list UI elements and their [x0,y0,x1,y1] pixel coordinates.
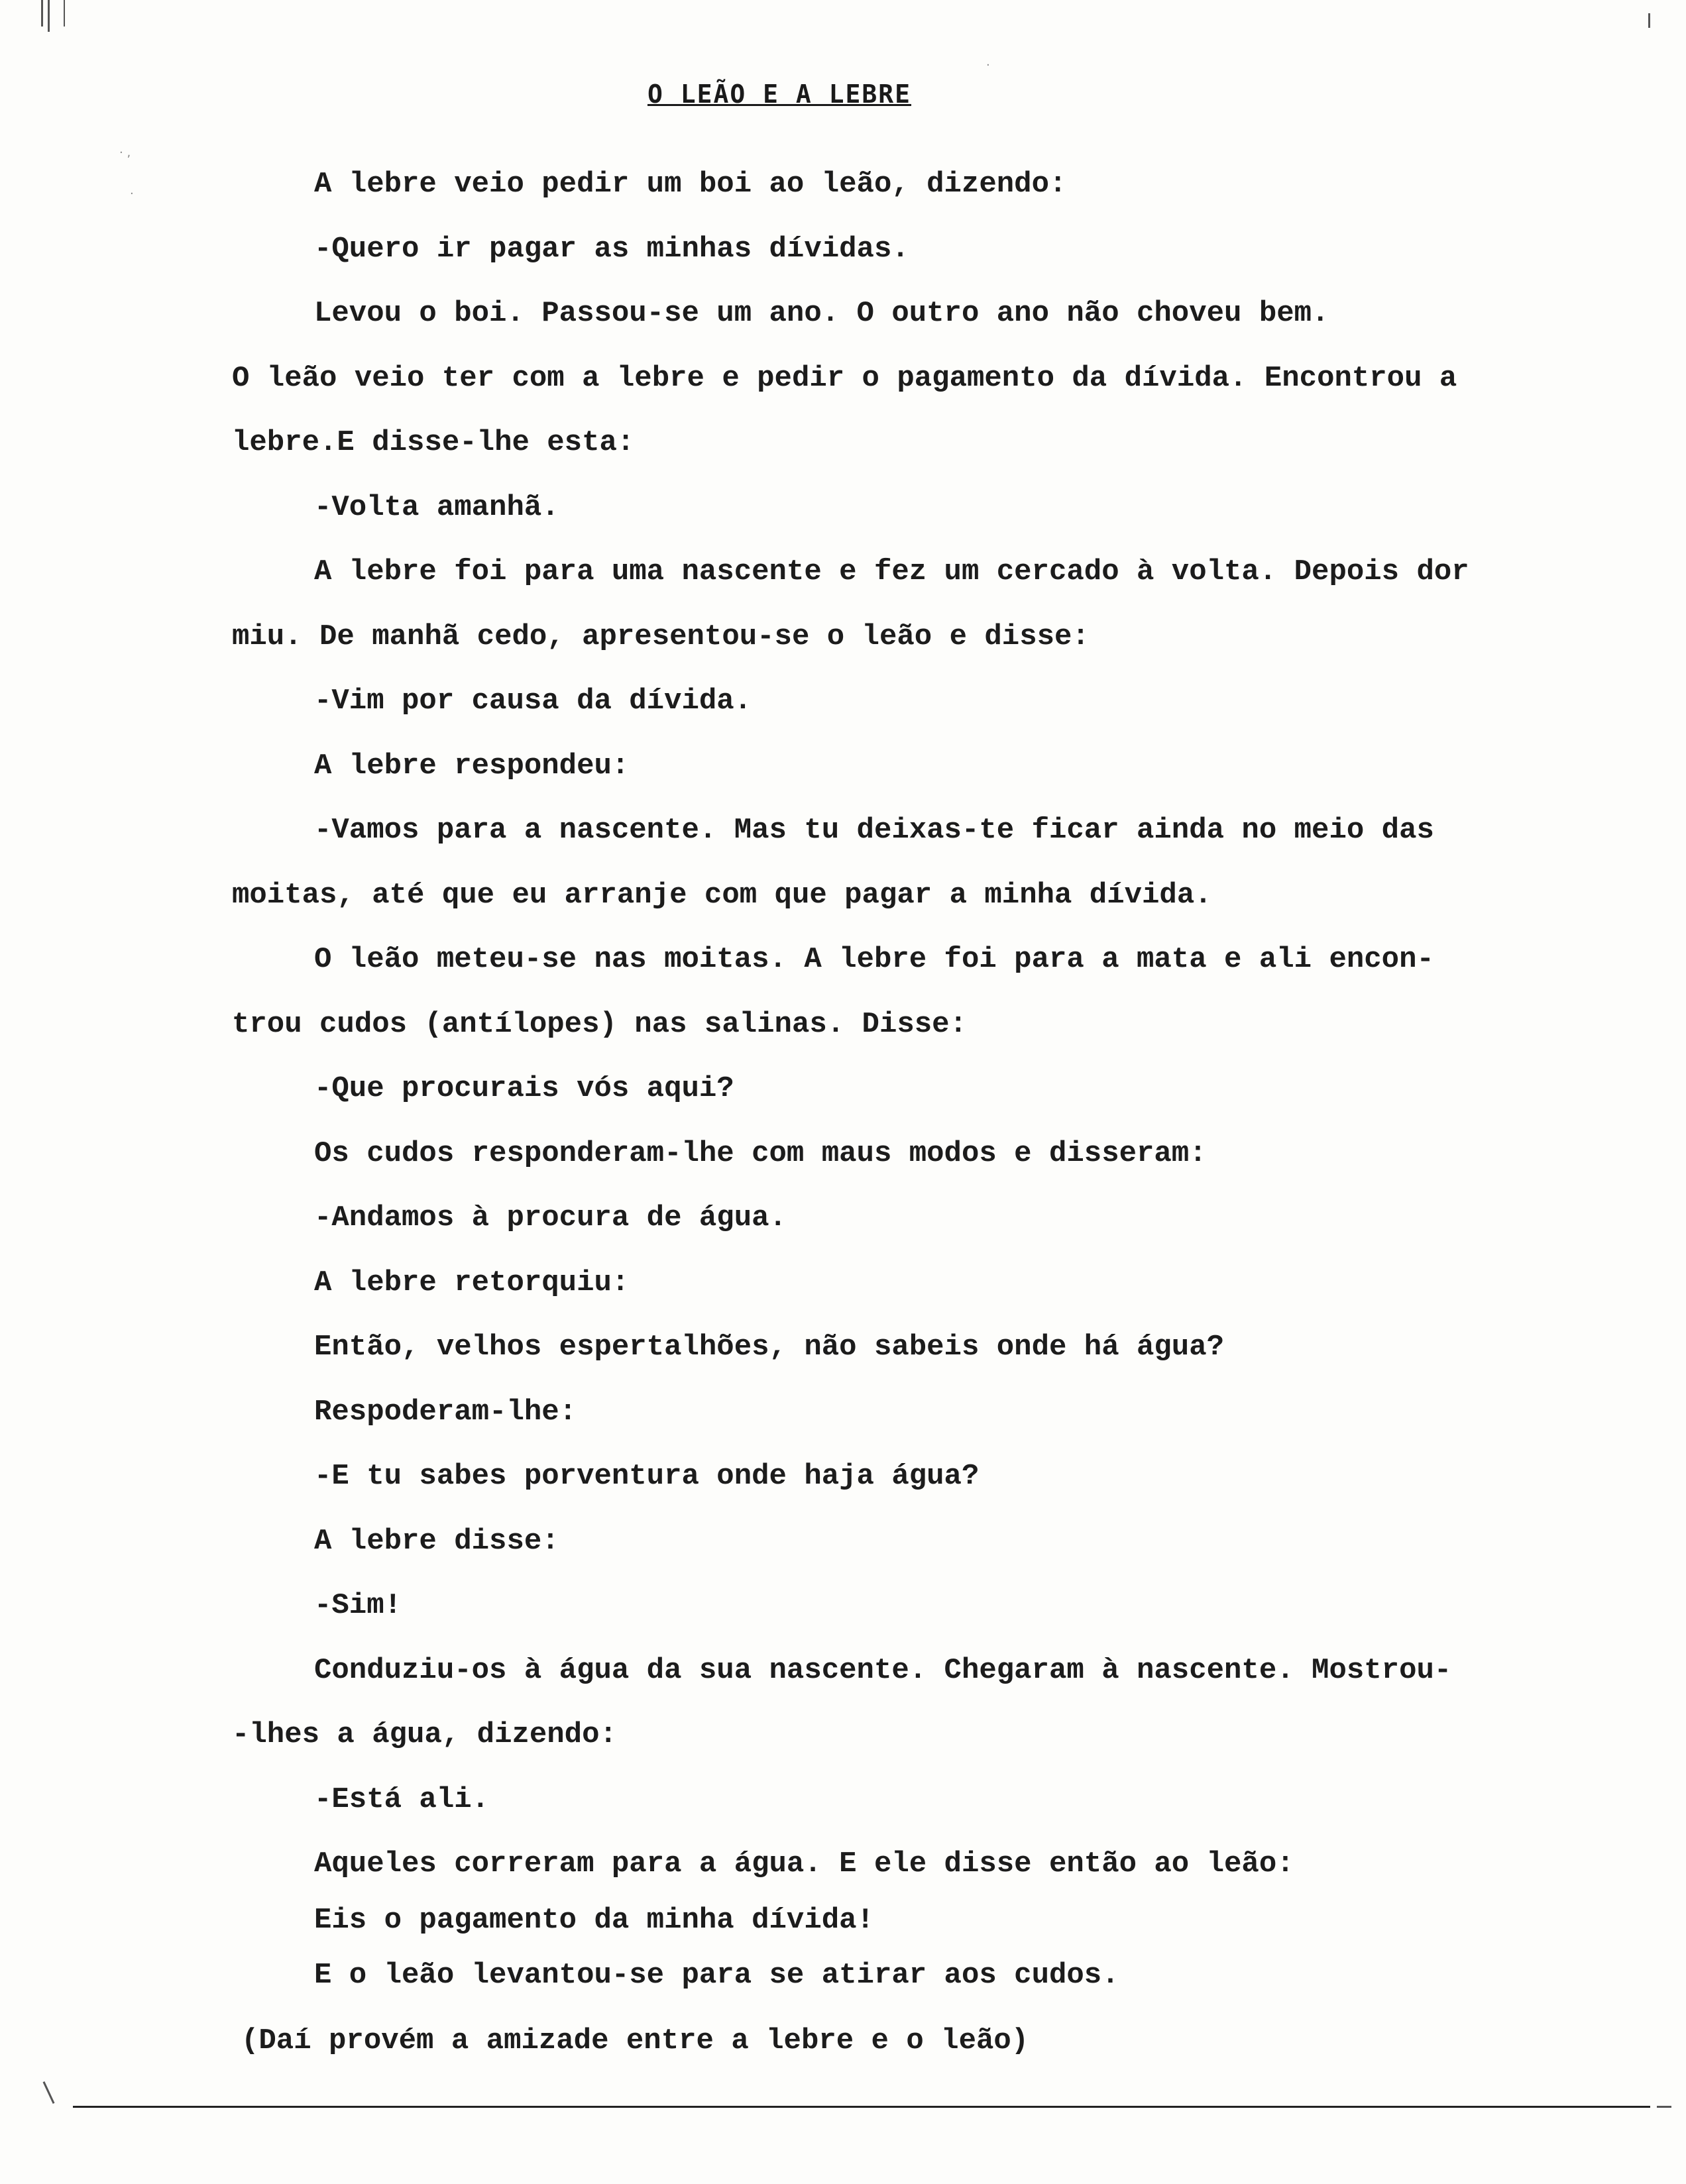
text-line: lebre.E disse-lhe esta: [232,426,635,459]
text-line: Os cudos responderam-lhe com maus modos e disseram: [314,1136,1207,1170]
text-line: E o leão levantou-se para se atirar aos cudos. [314,1958,1119,1992]
closing-note: (Daí provém a amizade entre a lebre e o leão) [241,2024,1029,2057]
text-line: A lebre veio pedir um boi ao leão, dizendo: [314,168,1067,201]
text-line: -Quero ir pagar as minhas dívidas. [314,232,909,266]
text-line: A lebre retorquiu: [314,1266,630,1299]
text-line: A lebre respondeu: [314,749,630,783]
paper-speck: · , [119,146,131,160]
text-line: trou cudos (antílopes) nas salinas. Disse: [232,1007,967,1041]
text-line: O leão meteu-se nas moitas. A lebre foi para a mata e ali encon- [314,943,1434,976]
text-line: -Vim por causa da dívida. [314,684,752,718]
bottom-rule [73,2106,1650,2108]
text-line: Então, velhos espertalhões, não sabeis onde há água? [314,1331,1225,1364]
text-line: -Volta amanhã. [314,490,559,524]
text-line: -lhes a água, dizendo: [232,1718,617,1751]
text-line: -Sim! [314,1589,402,1622]
text-line: Respoderam-lhe: [314,1395,577,1429]
document-title: O LEÃO E A LEBRE [647,80,912,109]
text-line: A lebre foi para uma nascente e fez um cercado à volta. Depois dor [314,555,1469,588]
paper-speck: · [986,58,990,72]
text-line: -E tu sabes porventura onde haja água? [314,1460,980,1493]
corner-mark [43,2081,55,2104]
text-line: miu. De manhã cedo, apresentou-se o leão e disse: [232,620,1090,653]
margin-mark [1648,13,1650,28]
edge-mark [1657,2106,1671,2108]
text-line: -Andamos à procura de água. [314,1201,787,1234]
text-line: -Vamos para a nascente. Mas tu deixas-te ficar ainda no meio das [314,814,1434,847]
text-line: Levou o boi. Passou-se um ano. O outro ano não choveu bem. [314,297,1329,330]
text-line: Aqueles correram para a água. E ele disse então ao leão: [314,1847,1294,1881]
margin-mark [64,0,65,27]
text-line: -Que procurais vós aqui? [314,1072,734,1105]
text-line: A lebre disse: [314,1524,559,1558]
paper-speck: · [130,187,134,201]
text-line: Eis o pagamento da minha dívida! [314,1903,874,1937]
text-line: O leão veio ter com a lebre e pedir o pagamento da dívida. Encontrou a [232,361,1457,395]
text-line: Conduziu-os à água da sua nascente. Chegaram à nascente. Mostrou- [314,1653,1452,1687]
margin-mark [41,0,43,27]
document-body [232,152,1644,2074]
margin-mark [48,0,50,32]
text-line: moitas, até que eu arranje com que pagar a minha dívida. [232,878,1212,912]
text-line: -Está ali. [314,1782,490,1816]
